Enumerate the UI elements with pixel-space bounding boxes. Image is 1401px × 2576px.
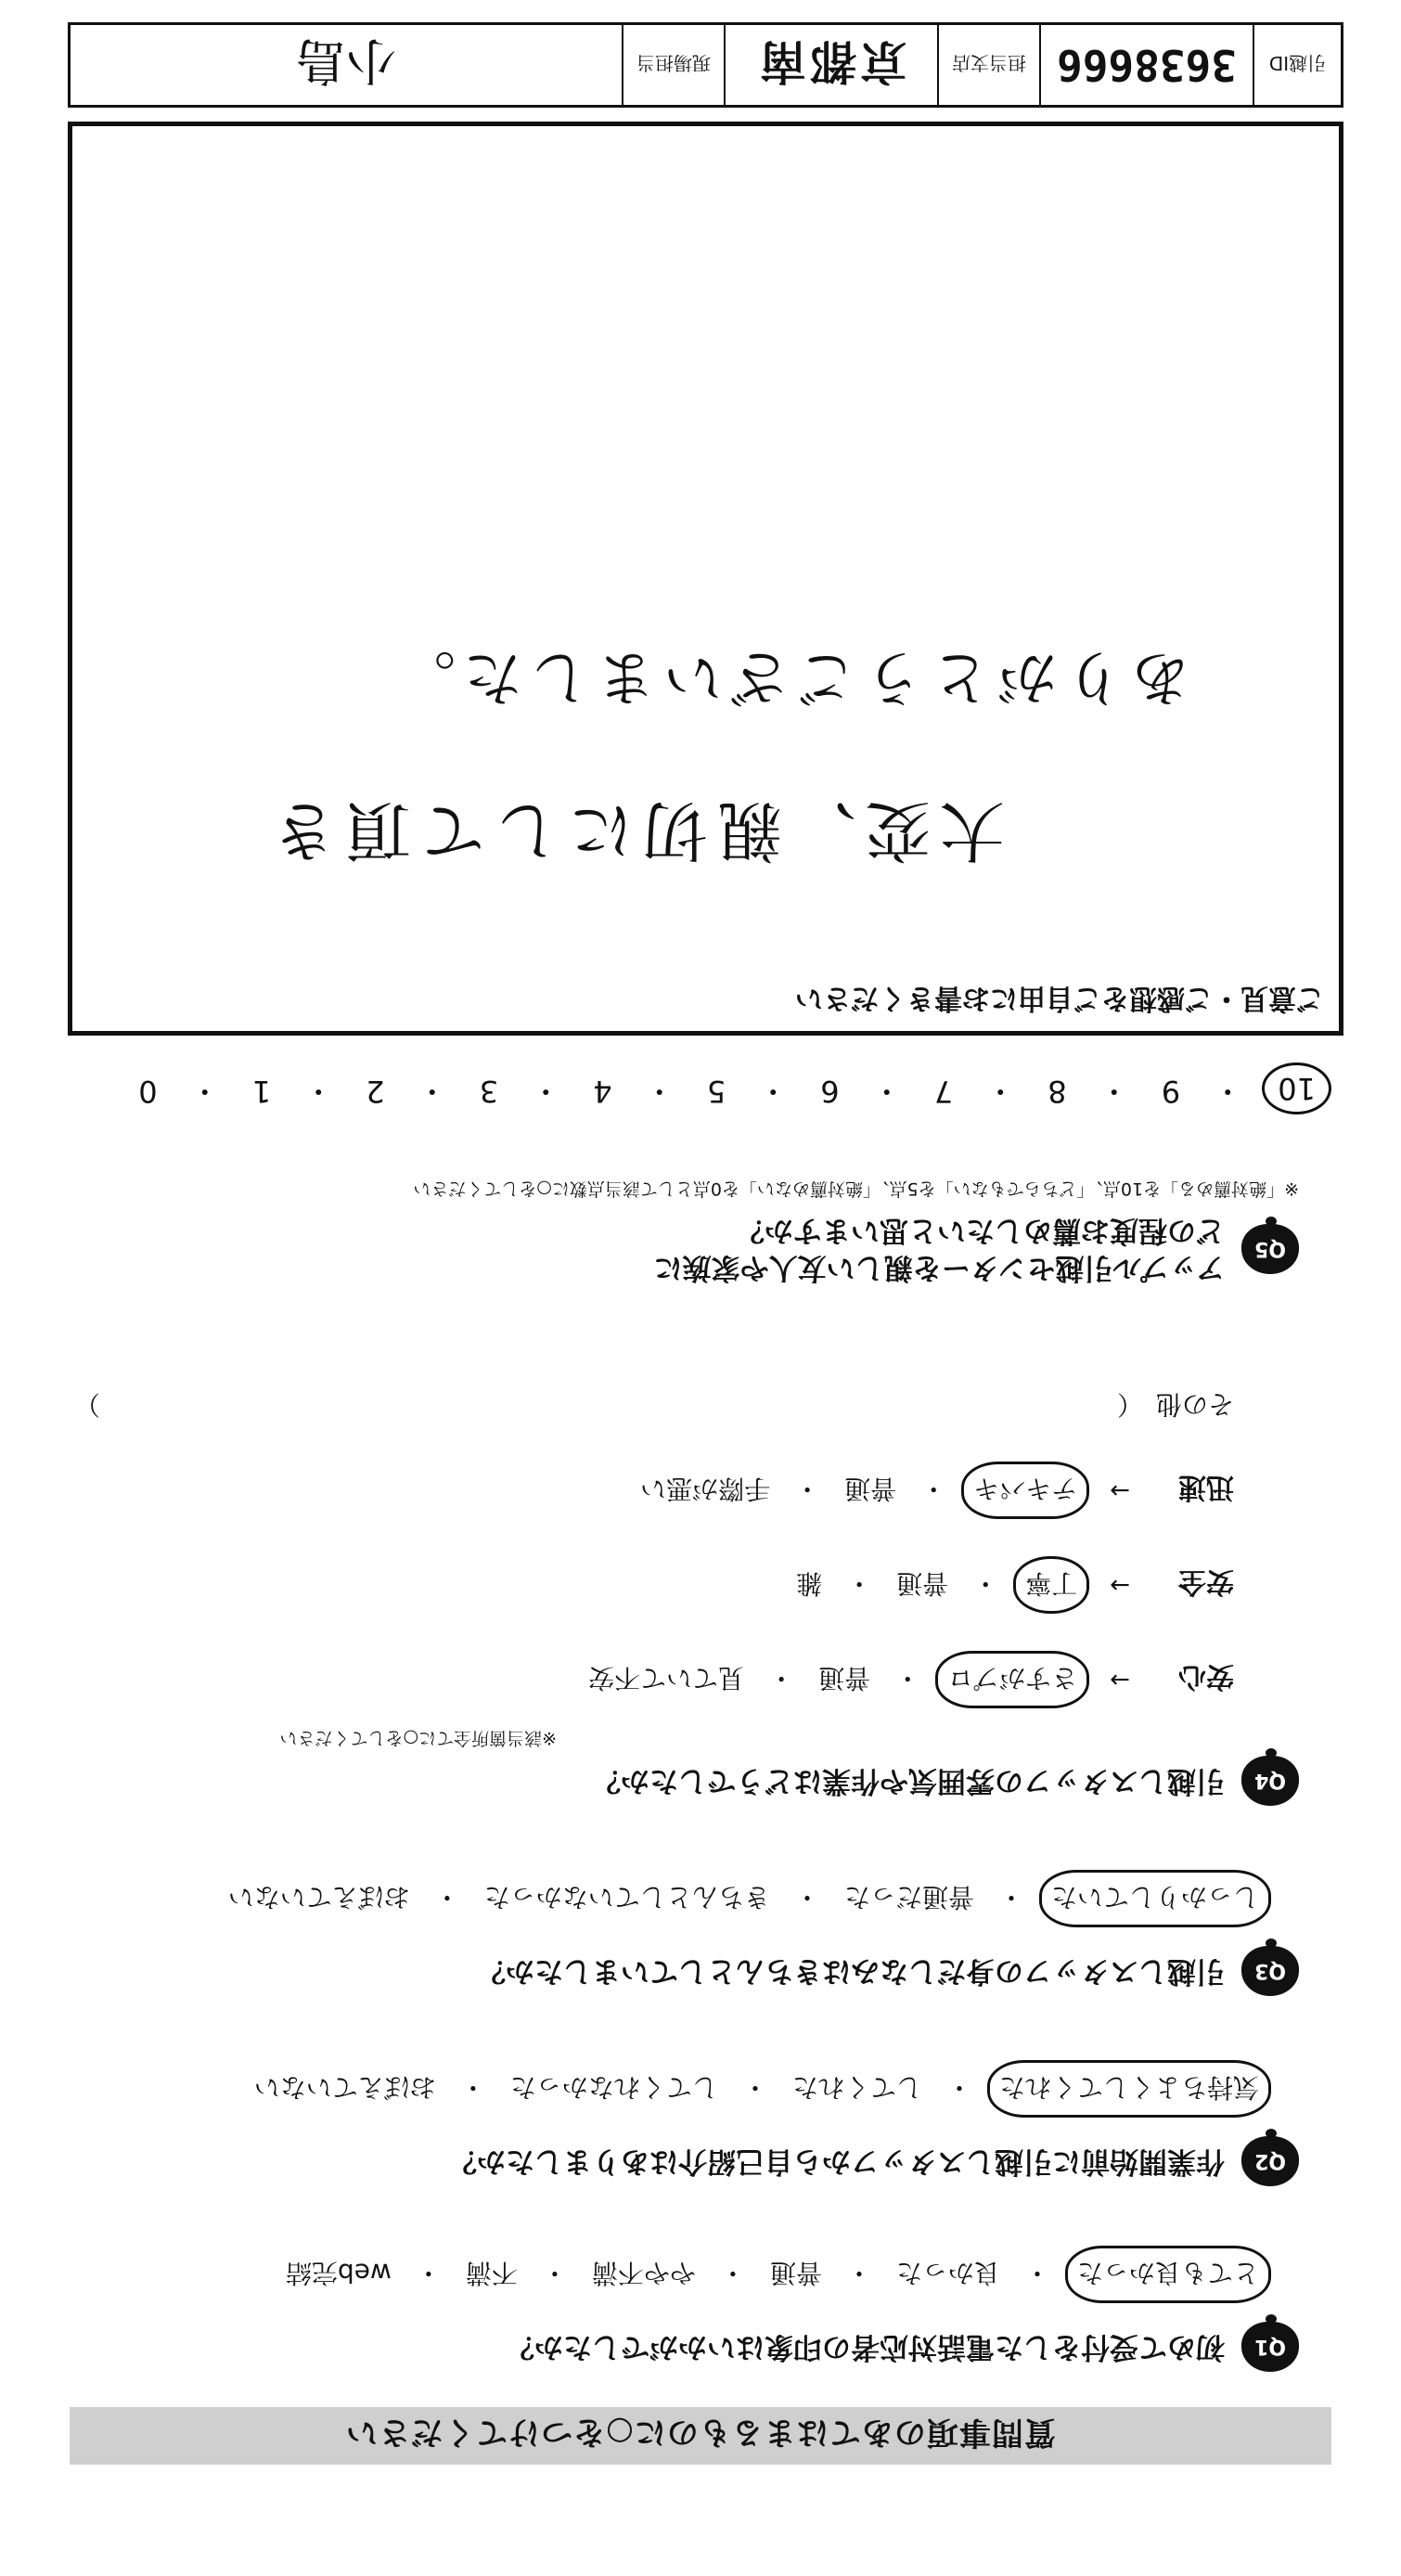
q4-other-close: ） [74,1389,101,1420]
q5-note: ※「絶対薦める」を10点、「どちらでもない」を5点、「絶対薦めない」を0点として該当点数に○をしてください [413,1179,1299,1199]
q4-row-3-option-3[interactable]: 手際が悪い [640,1474,771,1504]
q3-option-4[interactable]: おぼえていない [227,1882,410,1913]
footer-id-value: 3638666 [1039,25,1253,105]
q1-option-5[interactable]: 不満 [465,2258,518,2288]
instruction-header [70,2407,1331,2465]
arrow-icon: → [1110,1571,1130,1599]
q2-badge: Q2 [1241,2136,1299,2186]
question-3 [56,1870,1299,1996]
q4-note: ※該当箇所全てに○をしてください [279,1728,557,1748]
q4-badge: Q4 [1241,1756,1299,1806]
q4-row-2-option-1[interactable]: 丁寧 [1013,1556,1089,1614]
q3-option-1[interactable]: しっかりしていた [1039,1870,1271,1927]
q4-other [74,1387,1234,1424]
footer-staff-label: 現場担当 [622,25,724,105]
q3-options: しっかりしていた ・ 普通だった ・ きちんとしていなかった ・ おぼえていない [56,1870,1271,1927]
handwritten-comment-line2: ありがとうございました。 [389,642,1190,711]
q4-row-1-option-3[interactable]: 見ていて不安 [588,1663,745,1694]
q4-row-2-label: 安全 [1178,1565,1234,1598]
comment-title: ご意見・ご感想をご自由にお書きください [795,982,1324,1014]
footer-branch-label: 担当支店 [937,25,1039,105]
q3-text: 引越しスタッフの身だしなみはきちんとしていましたか？ [477,1954,1225,1988]
q4-other-label: その他 （ [1116,1389,1234,1420]
q4-row-3-label: 迅速 [1178,1471,1234,1503]
q4-text: 引越しスタッフの雰囲気や作業はどうでしたか？ [592,1764,1225,1797]
arrow-icon: → [1110,1666,1130,1694]
q4-row-1: 安心 → さすがプロ ・ 普通 ・ 見ていて不安 [56,1651,1234,1708]
arrow-icon: → [1110,1476,1130,1504]
q3-option-2[interactable]: 普通だった [843,1882,974,1913]
q1-option-6[interactable]: web完結 [285,2258,392,2288]
scale-9[interactable]: 9 [1161,1074,1181,1109]
question-1 [56,2246,1299,2372]
scale-1[interactable]: 1 [251,1074,272,1109]
q1-options: とても良かった ・ 良かった ・ 普通 ・ やや不満 ・ 不満 ・ web完結 [56,2246,1271,2303]
q3-option-3[interactable]: きちんとしていなかった [483,1882,770,1913]
q2-options: 気持ちよくしてくれた ・ してくれた ・ してくれなかった ・ おぼえていない [56,2060,1271,2118]
q4-row-1-option-2[interactable]: 普通 [818,1663,871,1694]
q5-text-line1: アップル引越センターを親しい友人や家族に [653,1251,1225,1284]
recommend-scale: 10 ・ 9 ・ 8 ・ 7 ・ 6 ・ 5 ・ 4 ・ 3 ・ 2 ・ 1 ・ 0 [125,1063,1331,1114]
q4-row-3: 迅速 → テキパキ ・ 普通 ・ 手際が悪い [56,1462,1234,1519]
q4-row-2: 安全 → 丁寧 ・ 普通 ・ 雑 [56,1556,1234,1614]
q4-row-2-option-2[interactable]: 普通 [896,1568,949,1599]
handwritten-comment-line1: 大変、親切にして頂き [263,792,1005,869]
footer-table [68,22,1343,108]
scale-8[interactable]: 8 [1048,1074,1067,1109]
q4-row-1-label: 安心 [1178,1660,1234,1693]
q5-text-line2: どの程度お薦めしたいと思いますか？ [736,1214,1225,1247]
q2-option-3[interactable]: してくれなかった [509,2072,718,2103]
scale-2[interactable]: 2 [366,1074,385,1109]
question-4 [56,1387,1299,1806]
q1-option-1[interactable]: とても良かった [1065,2246,1271,2303]
q1-option-3[interactable]: 普通 [769,2258,822,2288]
question-5 [56,1178,1299,1286]
comment-box[interactable] [68,122,1343,1036]
scale-0[interactable]: 0 [138,1074,158,1109]
q5-badge: Q5 [1241,1224,1299,1274]
q2-text: 作業開始前に引越しスタッフから自己紹介はありましたか？ [448,2145,1225,2178]
scale-6[interactable]: 6 [820,1074,840,1109]
q2-option-1[interactable]: 気持ちよくしてくれた [987,2060,1271,2118]
question-2 [56,2060,1299,2186]
q4-row-2-option-3[interactable]: 雑 [796,1568,823,1599]
q2-option-2[interactable]: してくれた [791,2072,922,2103]
instruction-text: 質問事項のあてはまるものに○をつけてください [345,2414,1056,2452]
scale-10[interactable]: 10 [1262,1063,1331,1114]
q3-badge: Q3 [1241,1946,1299,1996]
q4-row-3-option-1[interactable]: テキパキ [961,1462,1089,1519]
q2-option-4[interactable]: おぼえていない [253,2072,436,2103]
footer-branch-stamp: 京都南 [724,25,937,105]
scale-5[interactable]: 5 [706,1074,726,1109]
footer-staff-signature: 小島 [296,32,396,91]
q1-option-2[interactable]: 良かった [895,2258,1000,2288]
scale-7[interactable]: 7 [933,1074,954,1109]
q1-option-4[interactable]: やや不満 [591,2258,696,2288]
footer-id-label: 引越ID [1253,25,1341,105]
q1-text: 初めて受付をした電話対応者の印象はいかがでしたか？ [506,2330,1225,2363]
q4-row-1-option-1[interactable]: さすがプロ [935,1651,1089,1708]
scale-4[interactable]: 4 [593,1074,612,1109]
q4-row-3-option-2[interactable]: 普通 [844,1474,897,1504]
scale-3[interactable]: 3 [479,1074,499,1109]
q1-badge: Q1 [1241,2322,1299,2372]
